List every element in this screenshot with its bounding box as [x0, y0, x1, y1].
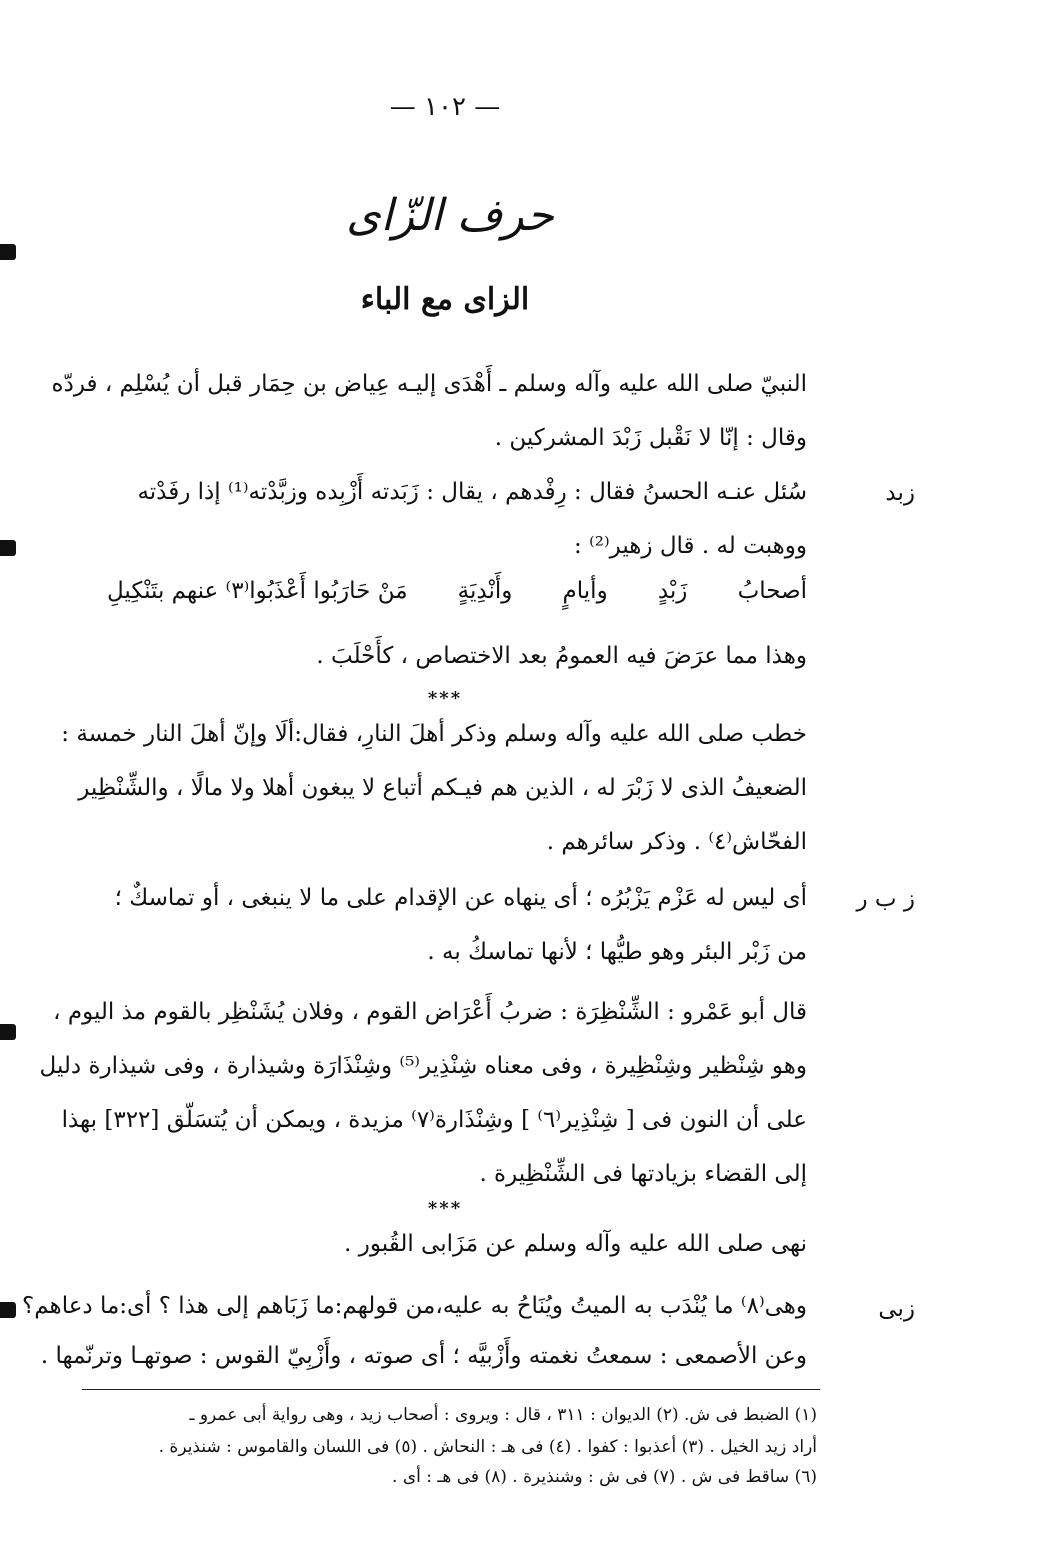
body-line: وعن الأصمعى : سمعتُ نغمته وأَزْبيَّه ؛ أى صوته ، وأَزْبِيّ القوس : صوتهـا وترنّمها .	[40, 1343, 807, 1369]
poem-word: مَنْ حَارَبُوا أَعْذَبُوا⁽٣⁾ عنهم بتَنْكِيلِ	[107, 578, 408, 604]
body-line: وقال : إنّا لا نَقْبل زَبْدَ المشركين .	[494, 425, 807, 451]
poem-word: زَبْدٍ	[657, 578, 688, 604]
poem-word: أصحابُ	[737, 578, 807, 604]
edge-mark	[0, 1302, 16, 1318]
body-line: الضعيفُ الذى لا زَبْرَ له ، الذين هم فيـكم أتباع لا يبغون أهلا ولا مالًا ، والشِّنْظِير	[78, 775, 807, 801]
body-line: سُئل عنـه الحسنُ فقال : رِفْدهم ، يقال : زَبَدته أَزْبِده وزبَّدْته⁽¹⁾ إذا رفَدْته	[137, 479, 807, 505]
body-line: ووهبت له . قال زهير⁽²⁾ :	[574, 533, 807, 559]
body-line: إلى القضاء بزيادتها فى الشِّنْظِيرة .	[479, 1161, 807, 1187]
body-line: خطب صلى الله عليه وآله وسلم وذكر أهلَ النارِ، فقال:ألَا وإنّ أهلَ النار خمسة :	[61, 721, 807, 747]
footnote-line: (١) الضبط فى ش. (٢) الديوان : ٣١١ ، قال : ويروى : أصحاب زيد ، وهى رواية أبى عمرو ـ	[189, 1405, 817, 1425]
section-title: الزاى مع الباء	[360, 282, 530, 317]
poem-word: وأَنْدِيَةٍ	[457, 578, 513, 604]
margin-word-zbd: زبد	[885, 480, 915, 506]
footnote-rule	[82, 1389, 820, 1390]
edge-mark	[0, 1024, 16, 1040]
chapter-title: حرف الزّاى	[346, 190, 554, 241]
body-line: قال أبو عَمْرو : الشِّنْظِرَة : ضربُ أَعْرَاض القوم ، وفلان يُشَنْظِر بالقوم مذ اليوم ،	[53, 999, 807, 1025]
body-line: وهو شِنْظير وشِنْظِيرة ، وفى معناه شِنْذِير⁽⁵⁾ وشِنْذَارَة وشيذارة ، وفى شيذارة دليل	[39, 1053, 807, 1079]
body-line: النبيّ صلى الله عليه وآله وسلم ـ أَهْدَى إليـه عِياض بن حِمَار قبل أن يُسْلِم ، فردّه	[51, 371, 807, 397]
poem-verse	[107, 578, 807, 604]
section-separator: ***	[427, 1198, 463, 1219]
body-line: نهى صلى الله عليه وآله وسلم عن مَزَابى القُبور .	[344, 1231, 807, 1257]
footnote-line: (٦) ساقط فى ش . (٧) فى ش : وشنذيرة . (٨) فى هـ : أى .	[392, 1467, 817, 1487]
page-number: — ١٠٢ —	[389, 92, 501, 122]
edge-mark	[0, 540, 16, 556]
section-separator: ***	[427, 688, 463, 709]
body-line: وهى⁽٨⁾ ما يُنْدَب به الميتُ ويُنَاحُ به عليه،من قولهم:ما زَبَاهم إلى هذا ؟ أى:ما دعاهم؟	[22, 1293, 807, 1319]
edge-mark	[0, 244, 16, 260]
body-line: الفحّاش⁽٤⁾ . وذكر سائرهم .	[546, 829, 807, 855]
poem-word: وأيامٍ	[562, 578, 608, 604]
body-line: وهذا مما عرَضَ فيه العمومُ بعد الاختصاص ، كأَحْلَبَ .	[316, 643, 807, 669]
body-line: من زَبْر البئر وهو طيُّها ؛ لأنها تماسكُ به .	[427, 939, 807, 965]
body-line: أى ليس له عَزْم يَزْبُرُه ؛ أى ينهاه عن الإقدام على ما لا ينبغى ، أو تماسكٌ ؛	[114, 885, 807, 911]
body-line: على أن النون فى [ شِنْذِير⁽٦⁾ ] وشِنْذَارة⁽٧⁾ مزيدة ، ويمكن أن يُتسَلّق [٣٢٢] بهذا	[61, 1107, 807, 1133]
margin-word-zby: زبى	[878, 1296, 915, 1322]
margin-word-zbr: ز ب ر	[856, 886, 915, 912]
footnote-line: أراد زيد الخيل . (٣) أعذبوا : كفوا . (٤) فى هـ : النحاش . (٥) فى اللسان والقاموس : شنذيرة .	[158, 1437, 817, 1457]
